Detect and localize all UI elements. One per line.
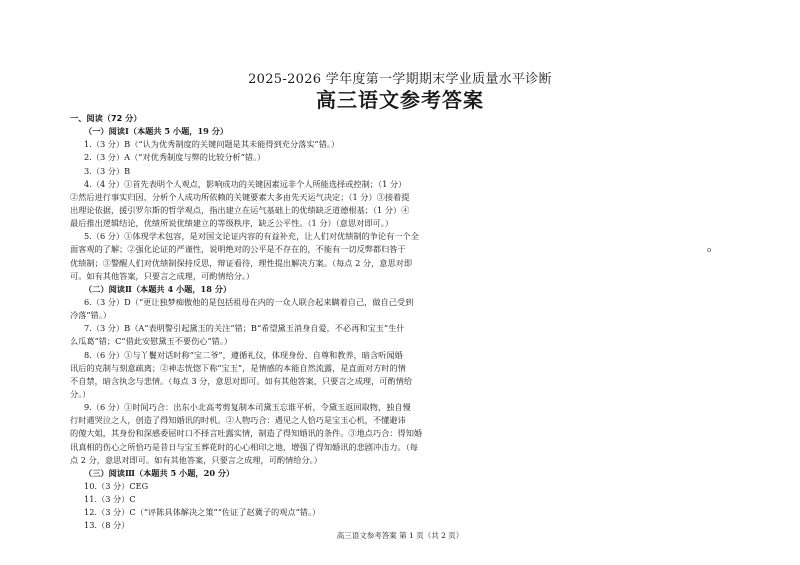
answer-continuation: 优绩制；③警醒人们对优绩制保持反思，辩证看待，理性提出解决方案。（每点 2 分，意思对即 [70, 257, 413, 268]
answer-item: 9.（6 分）①时间巧合：出东小北高考剪复制本司黛玉忘谁平析，令黛玉返回取物，独自慢 [84, 402, 411, 413]
answer-continuation: 最后推出逻辑结论，优绩所说优绩建立的等级秩序，缺乏公平性。（1 分）（意思对即可。） [70, 218, 394, 229]
answer-item: 7.（3 分）B（A“表明警引起黛玉的关注”错；B“希望黛玉消身自爱，不必再和宝玉”生什 [84, 323, 405, 334]
answer-item: 12.（3 分）C（“评陈具体解决之策”“佐证了赵冀子的观点”错。） [84, 507, 321, 518]
answer-item: 6.（3 分）D（“更让独梦痴傲他的是包括祖母在内的一众人联合起来瞒着自己，做自己受到 [84, 296, 414, 307]
answer-item: 11.（3 分）C [84, 494, 136, 505]
answer-continuation: 不自禁，暗含执念与悲情。（每点 3 分，意思对即可。如有其他答案，只要言之成理，可酌情给 [70, 375, 413, 386]
subsection-heading: （一）阅读Ⅰ（本题共 5 小题，19 分） [84, 126, 229, 137]
margin-mark: o [707, 246, 712, 254]
answer-item: 1.（3 分）B（“认为优秀制度的关键问题是其未能得到充分落实”错。） [84, 139, 340, 150]
answer-item: 8.（6 分）①与丫鬟对话时称“宝二爷”，遵循礼仪，体现身份、自尊和教养，暗含听闻婚 [84, 349, 403, 360]
answer-continuation: 的傻大姐，其身份和深感委屈时口不择言吐露实情，制造了得知婚讯的条件。③地点巧合：得知婚 [70, 428, 423, 439]
answer-continuation: 讯真相的伤心之所恰巧是昔日与宝玉葬花时的心心相印之地，增强了得知婚讯的悲剧冲击力。（每 [70, 441, 418, 452]
page-title: 高三语文参考答案 [316, 88, 484, 112]
answer-item: 4.（4 分）①首先表明个人观点，影响成功的关键因素远非个人所能选择或控制；（1 分） [84, 178, 407, 189]
answer-continuation: 讯后的克制与刻意疏离；②神志恍惚下称“宝玉”，是情感的本能自然流露，是直面对方时的情 [70, 362, 406, 373]
answer-body [70, 112, 710, 533]
answer-item: 13.（8 分） [84, 520, 130, 531]
answer-item: 5.（6 分）①体现学术包容，是对国文论证内容的有益补充，让人们对优绩制的争论有一个全 [84, 231, 419, 242]
answer-continuation: 点 2 分，意思对即可。如有其他答案，只要言之成理，可酌情给分。） [70, 454, 322, 465]
answer-continuation: 么瓜葛”错；C“借此安慰黛玉不要伤心”错。） [70, 336, 233, 347]
answer-continuation: 面客观的了解；②强化论证的严谨性，说明绝对的公平是不存在的，不能有一切反弊都归咎于 [70, 244, 406, 255]
page-footer: 高三语文参考答案 第 1 页（共 2 页） [336, 531, 464, 540]
subsection-heading: （三）阅读Ⅲ（本题共 5 小题，20 分） [84, 467, 235, 478]
answer-continuation: 出理论依据，援引罗尔斯的哲学观点，指出建立在运气基础上的优绩缺乏道德根基；（1 分）④ [70, 204, 410, 215]
exam-title: 2025-2026 学年度第一学期期末学业质量水平诊断 [248, 72, 552, 87]
answer-continuation: 可。如有其他答案，只要言之成理，可酌情给分。） [70, 270, 255, 281]
answer-continuation: ②然后进行事实归因，分析个人成功所依赖的关键要素大多由先天运气决定；（1 分）③接着提 [70, 191, 410, 202]
answer-continuation: 冷落”错。） [70, 310, 112, 321]
answer-item: 3.（3 分）B [84, 165, 131, 176]
answer-continuation: 行时遇哭泣之人，创造了得知婚讯的时机。②人物巧合：遇见之人恰巧是宝玉心机，不懂避讳 [70, 415, 406, 426]
section-heading: 一、阅读（72 分） [70, 113, 142, 123]
subsection-heading: （二）阅读Ⅱ（本题共 4 小题，18 分） [84, 283, 232, 294]
answer-item: 10.（3 分）CEG [84, 480, 149, 491]
answer-item: 2.（3 分）A（“对优秀制度与弊的比较分析”错。） [84, 152, 266, 163]
answer-continuation: 分。） [70, 388, 91, 399]
